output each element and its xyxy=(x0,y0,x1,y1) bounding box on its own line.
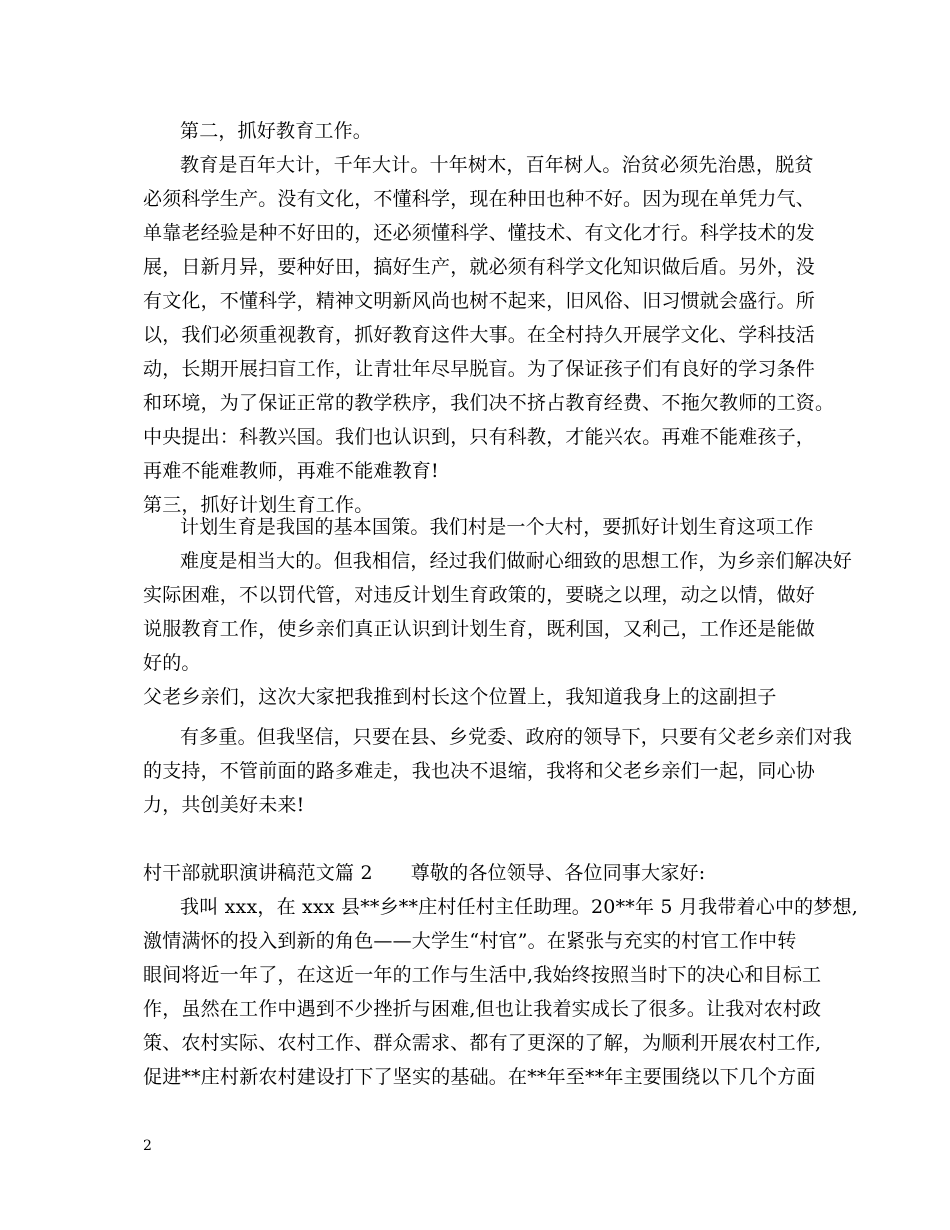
paragraph-line: 说服教育工作，使乡亲们真正认识到计划生育，既利国，又利己，工作还是能做 xyxy=(143,618,816,640)
paragraph-line: 难度是相当大的。但我相信，经过我们做耐心细致的思想工作，为乡亲们解决好 xyxy=(180,550,853,572)
paragraph-line: 实际困难，不以罚代管，对违反计划生育政策的，要晓之以理，动之以情，做好 xyxy=(143,584,816,606)
page-number: 2 xyxy=(143,1138,152,1154)
paragraph-line: 动，长期开展扫盲工作，让青壮年尽早脱盲。为了保证孩子们有良好的学习条件 xyxy=(143,358,816,380)
paragraph-line: 眼间将近一年了，在这近一年的工作与生活中,我始终按照当时下的决心和目标工 xyxy=(143,964,822,986)
paragraph-line: 的支持，不管前面的路多难走，我也决不退缩，我将和父老乡亲们一起，同心协 xyxy=(143,760,816,782)
paragraph-line: 促进**庄村新农村建设打下了坚实的基础。在**年至**年主要围绕以下几个方面 xyxy=(143,1066,816,1088)
paragraph-line: 第三，抓好计划生育工作。 xyxy=(143,494,374,516)
article-heading-line xyxy=(143,861,705,885)
paragraph-line: 和环境，为了保证正常的教学秩序，我们决不挤占教育经费、不拖欠教师的工资。 xyxy=(143,392,835,414)
article-title: 村干部就职演讲稿范文篇 2 xyxy=(143,862,373,884)
paragraph-line: 有多重。但我坚信，只要在县、乡党委、政府的领导下，只要有父老乡亲们对我 xyxy=(180,726,853,748)
paragraph-line: 父老乡亲们，这次大家把我推到村长这个位置上，我知道我身上的这副担子 xyxy=(143,686,777,708)
paragraph-line: 必须科学生产。没有文化，不懂科学，现在种田也种不好。因为现在单凭力气、 xyxy=(143,188,816,210)
paragraph-line: 单靠老经验是种不好田的，还必须懂科学、懂技术、有文化才行。科学技术的发 xyxy=(143,222,816,244)
paragraph-line: 教育是百年大计，千年大计。十年树木，百年树人。治贫必须先治愚，脱贫 xyxy=(180,154,814,176)
paragraph-line: 好的。 xyxy=(143,652,201,674)
paragraph-line: 激情满怀的投入到新的角色——大学生“村官”。在紧张与充实的村官工作中转 xyxy=(143,930,797,952)
salutation: 尊敬的各位领导、各位同事大家好: xyxy=(410,862,706,884)
paragraph-line: 中央提出：科教兴国。我们也认识到，只有科教，才能兴农。再难不能难孩子， xyxy=(143,426,816,448)
paragraph-line: 我叫 xxx，在 xxx 县**乡**庄村任村主任助理。20**年 5 月我带着心中的梦想, xyxy=(180,896,858,918)
paragraph-line: 再难不能难教师，再难不能难教育! xyxy=(143,460,439,482)
paragraph-line: 有文化，不懂科学，精神文明新风尚也树不起来，旧风俗、旧习惯就会盛行。所 xyxy=(143,290,816,312)
paragraph-line: 作，虽然在工作中遇到不少挫折与困难,但也让我着实成长了很多。让我对农村政 xyxy=(143,998,822,1020)
section-heading: 计划生育是我国的基本国策。我们村是一个大村，要抓好计划生育这项工作 xyxy=(180,516,814,538)
paragraph-line: 策、农村实际、农村工作、群众需求、都有了更深的了解，为顺利开展农村工作, xyxy=(143,1032,822,1054)
section-heading: 第二，抓好教育工作。 xyxy=(180,120,373,142)
paragraph-line: 以，我们必须重视教育，抓好教育这件大事。在全村持久开展学文化、学科技活 xyxy=(143,324,816,346)
paragraph-line: 力，共创美好未来! xyxy=(143,794,305,816)
paragraph-line: 展，日新月异，要种好田，搞好生产，就必须有科学文化知识做后盾。另外，没 xyxy=(143,256,816,278)
